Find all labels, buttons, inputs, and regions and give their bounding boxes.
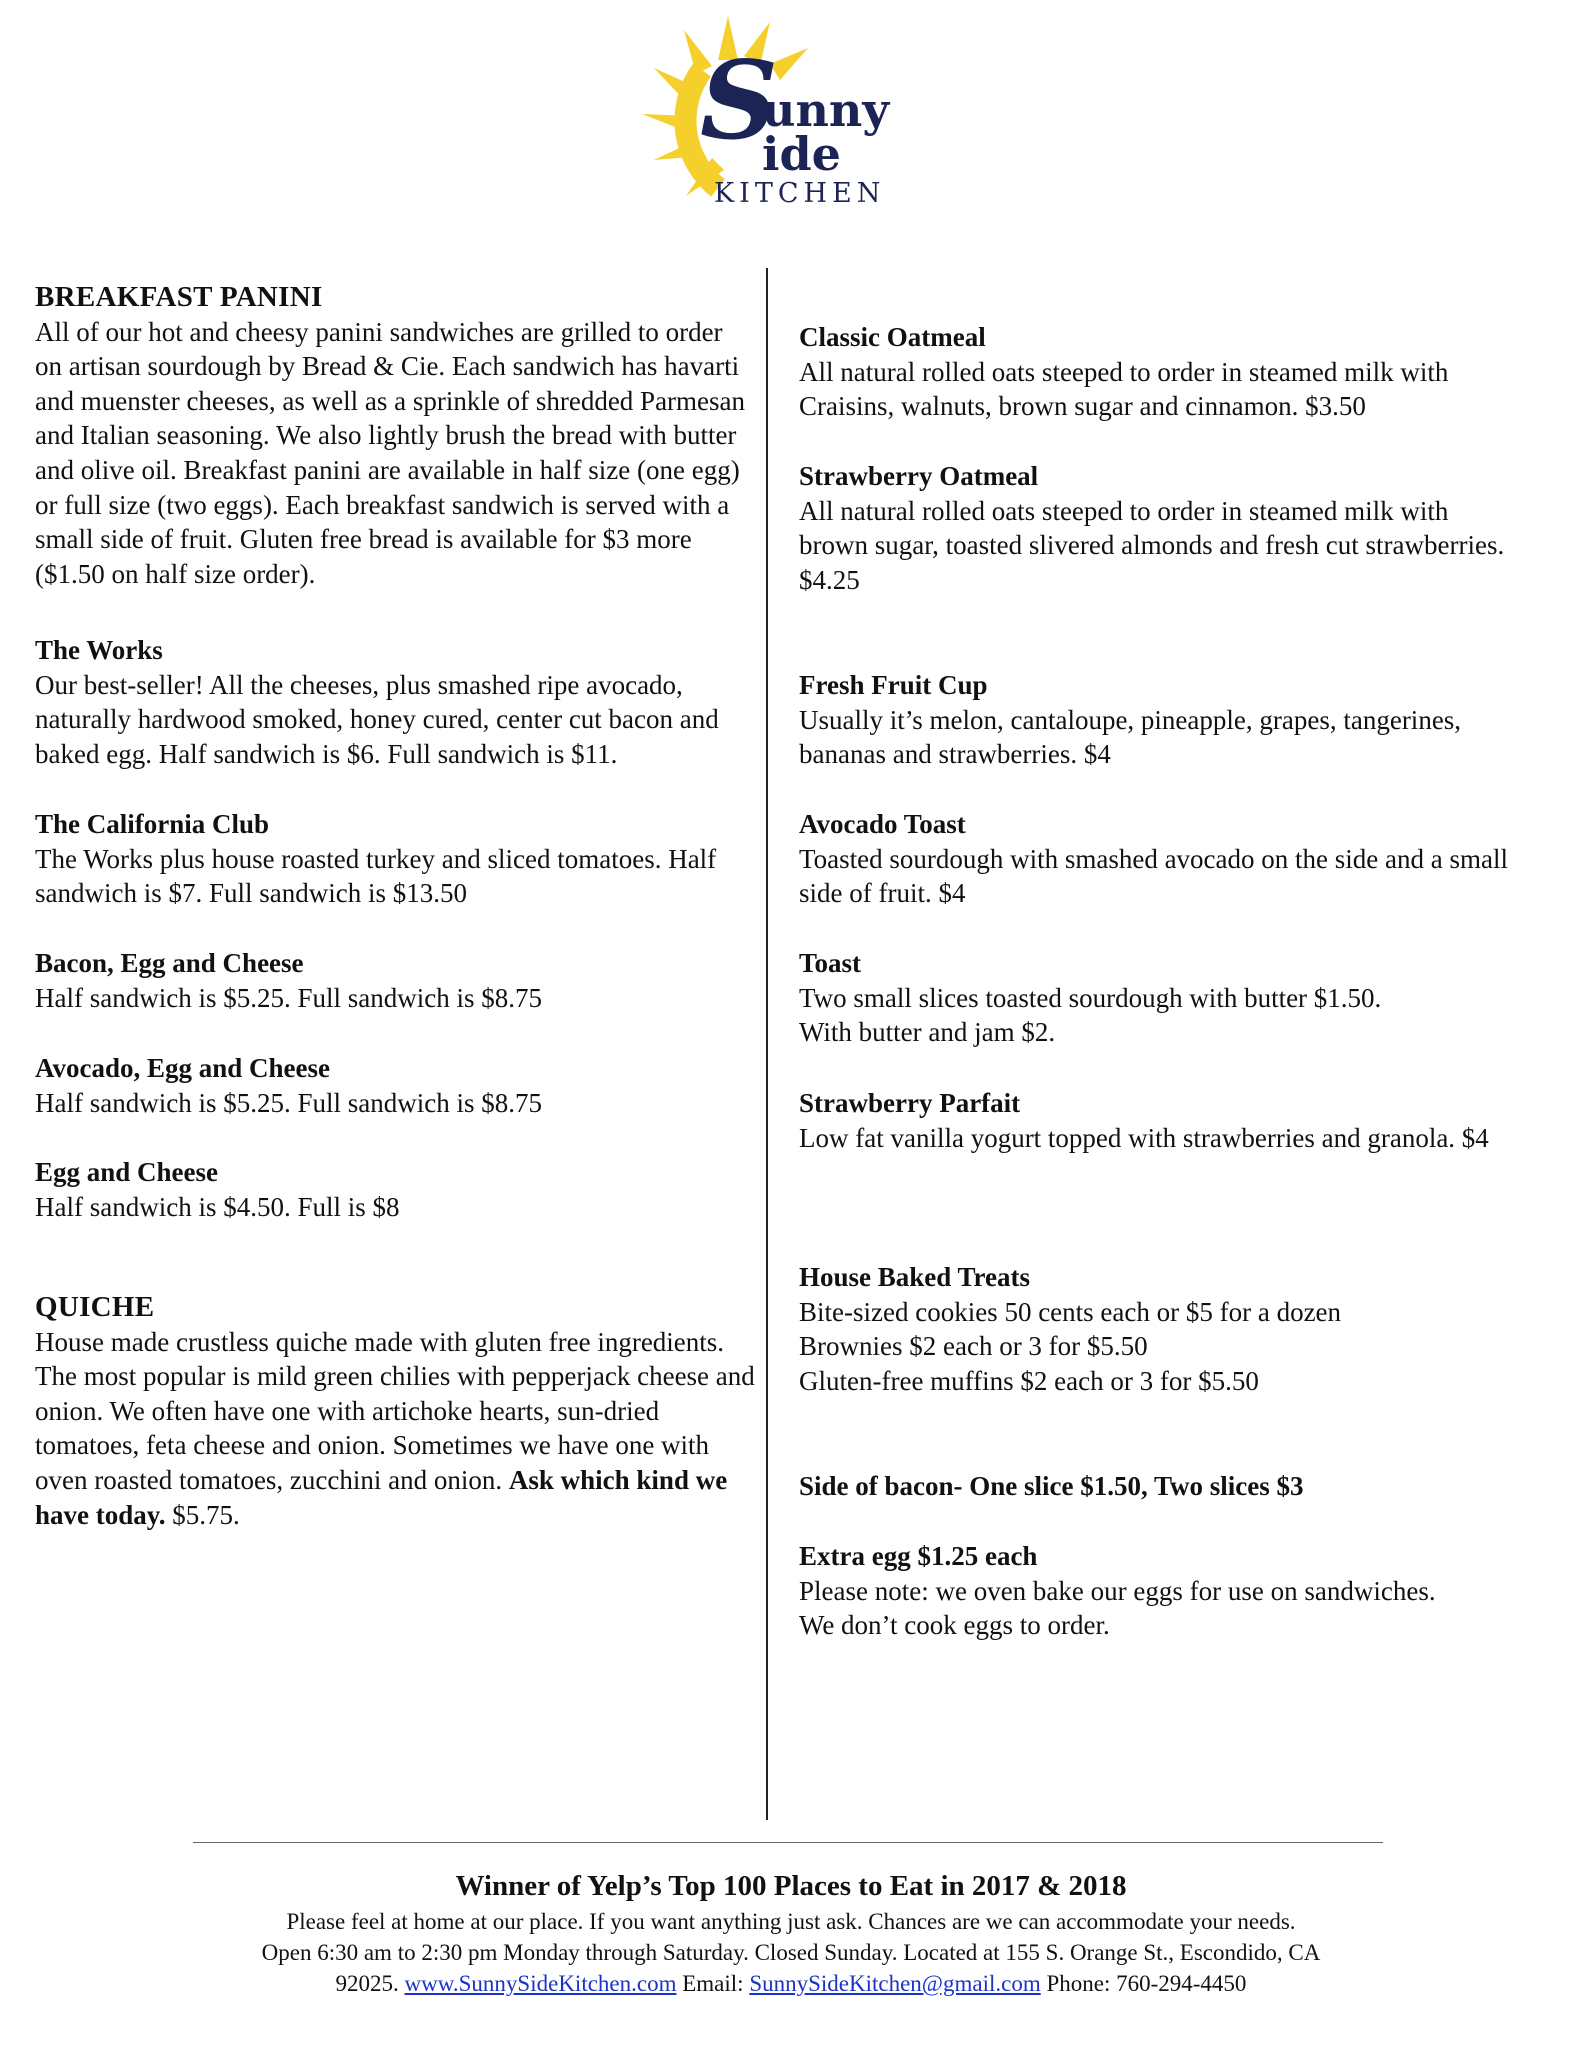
item-title: House Baked Treats <box>799 1262 1031 1292</box>
section-title: QUICHE <box>35 1291 155 1323</box>
item-title: The California Club <box>35 809 270 839</box>
item-description-line: Two small slices toasted sourdough with butter $1.50. <box>799 982 1382 1013</box>
award-headline: Winner of Yelp’s Top 100 Places to Eat in 2017 & 2018 <box>455 1870 1127 1902</box>
item-description-line: Bite-sized cookies 50 cents each or $5 for a dozen <box>799 1296 1342 1327</box>
quiche-ask-note: Ask which kind we have today. <box>35 1464 728 1530</box>
menu-item-egg-cheese <box>35 1155 755 1224</box>
website-link[interactable]: www.SunnySideKitchen.com <box>404 1971 677 1996</box>
menu-item-side-of-bacon <box>799 1469 1509 1504</box>
phone-number: Phone: 760-294-4450 <box>1046 1971 1247 1996</box>
item-title: Fresh Fruit Cup <box>799 670 988 700</box>
breakfast-panini-section <box>35 280 755 591</box>
item-title: The Works <box>35 635 163 665</box>
item-description: Usually it’s melon, cantaloupe, pineapple, grapes, tangerines, bananas and strawberries. $4 <box>799 704 1462 770</box>
menu-item-extra-egg <box>799 1539 1509 1643</box>
item-description: Low fat vanilla yogurt topped with strawberries and granola. $4 <box>799 1122 1489 1153</box>
menu-item-classic-oatmeal <box>799 320 1509 424</box>
item-description: All natural rolled oats steeped to order in steamed milk with brown sugar, toasted slivered almonds and fresh cut strawberries. $4.25 <box>799 495 1505 595</box>
section-description: All of our hot and cheesy panini sandwiches are grilled to order on artisan sourdough by Bread & Cie. Each sandwich has havarti and muenster cheeses, as well as a sprinkle of shredded Parmesan and Italian seasoning. We also lightly brush the bread with butter and olive oil. Breakfast panini are available in half size (one egg) or full size (two eggs). Each breakfast sandwich is served with a small side of fruit. Gluten free bread is available for $3 more ($1.50 on half size order). <box>35 316 746 589</box>
footer-divider <box>193 1842 1383 1843</box>
item-title: Strawberry Oatmeal <box>799 461 1039 491</box>
email-link[interactable]: SunnySideKitchen@gmail.com <box>749 1971 1041 1996</box>
email-label: Email: <box>682 1971 744 1996</box>
item-description: Half sandwich is $4.50. Full is $8 <box>35 1191 400 1222</box>
menu-item-bacon-egg-cheese <box>35 946 755 1015</box>
quiche-section <box>35 1290 755 1532</box>
item-title: Avocado Toast <box>799 809 966 839</box>
item-title: Extra egg $1.25 each <box>799 1541 1038 1571</box>
menu-item-house-baked-treats <box>799 1260 1509 1398</box>
section-description <box>35 1325 755 1533</box>
item-title: Bacon, Egg and Cheese <box>35 948 304 978</box>
column-divider <box>766 268 768 1820</box>
welcome-text: Please feel at home at our place. If you want anything just ask. Chances are we can accommodate your needs. <box>286 1909 1296 1934</box>
item-description: Half sandwich is $5.25. Full sandwich is $8.75 <box>35 982 542 1013</box>
logo-word-side: ide <box>762 127 841 181</box>
menu-item-the-works <box>35 633 755 771</box>
menu-item-toast <box>799 946 1509 1050</box>
item-description: All natural rolled oats steeped to order in steamed milk with Craisins, walnuts, brown sugar and cinnamon. $3.50 <box>799 356 1449 422</box>
item-title: Avocado, Egg and Cheese <box>35 1053 331 1083</box>
item-title: Egg and Cheese <box>35 1157 219 1187</box>
item-description-line: Brownies $2 each or 3 for $5.50 <box>799 1331 1148 1362</box>
contact-line <box>0 1968 1582 1999</box>
menu-item-california-club <box>35 807 755 911</box>
logo-initial: S <box>700 38 778 164</box>
sun-logo-graphic <box>640 8 940 218</box>
item-description-line: With butter and jam $2. <box>799 1017 1056 1048</box>
logo-word-sunny: unny <box>762 83 890 137</box>
zip-code: 92025. <box>335 1971 399 1996</box>
sunny-side-kitchen-logo <box>640 8 940 218</box>
logo-word-kitchen: KITCHEN <box>714 178 886 209</box>
item-description-line: We don’t cook eggs to order. <box>799 1610 1110 1641</box>
section-title: BREAKFAST PANINI <box>35 281 323 313</box>
quiche-price: $5.75. <box>165 1499 240 1530</box>
quiche-description: House made crustless quiche made with gluten free ingredients. The most popular is mild green chilies with pepperjack cheese and onion. We often have one with artichoke hearts, sun-dried tomatoes, feta cheese and onion. Sometimes we have one with oven roasted tomatoes, zucchini and onion. <box>35 1326 755 1495</box>
item-title: Strawberry Parfait <box>799 1088 1021 1118</box>
item-description: Toasted sourdough with smashed avocado on the side and a small side of fruit. $4 <box>799 843 1508 909</box>
footer <box>0 1866 1582 1999</box>
item-description-line: Please note: we oven bake our eggs for use on sandwiches. <box>799 1575 1436 1606</box>
item-title: Classic Oatmeal <box>799 322 986 352</box>
menu-item-avocado-egg-cheese <box>35 1051 755 1120</box>
menu-item-avocado-toast <box>799 807 1509 911</box>
menu-item-strawberry-oatmeal <box>799 459 1509 597</box>
item-title: Toast <box>799 948 862 978</box>
item-description: Half sandwich is $5.25. Full sandwich is $8.75 <box>35 1087 542 1118</box>
item-title: Side of bacon- One slice $1.50, Two slices $3 <box>799 1471 1304 1501</box>
hours-location-text: Open 6:30 am to 2:30 pm Monday through Saturday. Closed Sunday. Located at 155 S. Orange St., Escondido, CA <box>261 1940 1321 1965</box>
menu-item-strawberry-parfait <box>799 1086 1509 1155</box>
item-description: The Works plus house roasted turkey and sliced tomatoes. Half sandwich is $7. Full sandwich is $13.50 <box>35 843 717 909</box>
item-description-line: Gluten-free muffins $2 each or 3 for $5.50 <box>799 1365 1259 1396</box>
menu-item-fresh-fruit-cup <box>799 668 1509 772</box>
item-description: Our best-seller! All the cheeses, plus smashed ripe avocado, naturally hardwood smoked, honey cured, center cut bacon and baked egg. Half sandwich is $6. Full sandwich is $11. <box>35 669 719 769</box>
